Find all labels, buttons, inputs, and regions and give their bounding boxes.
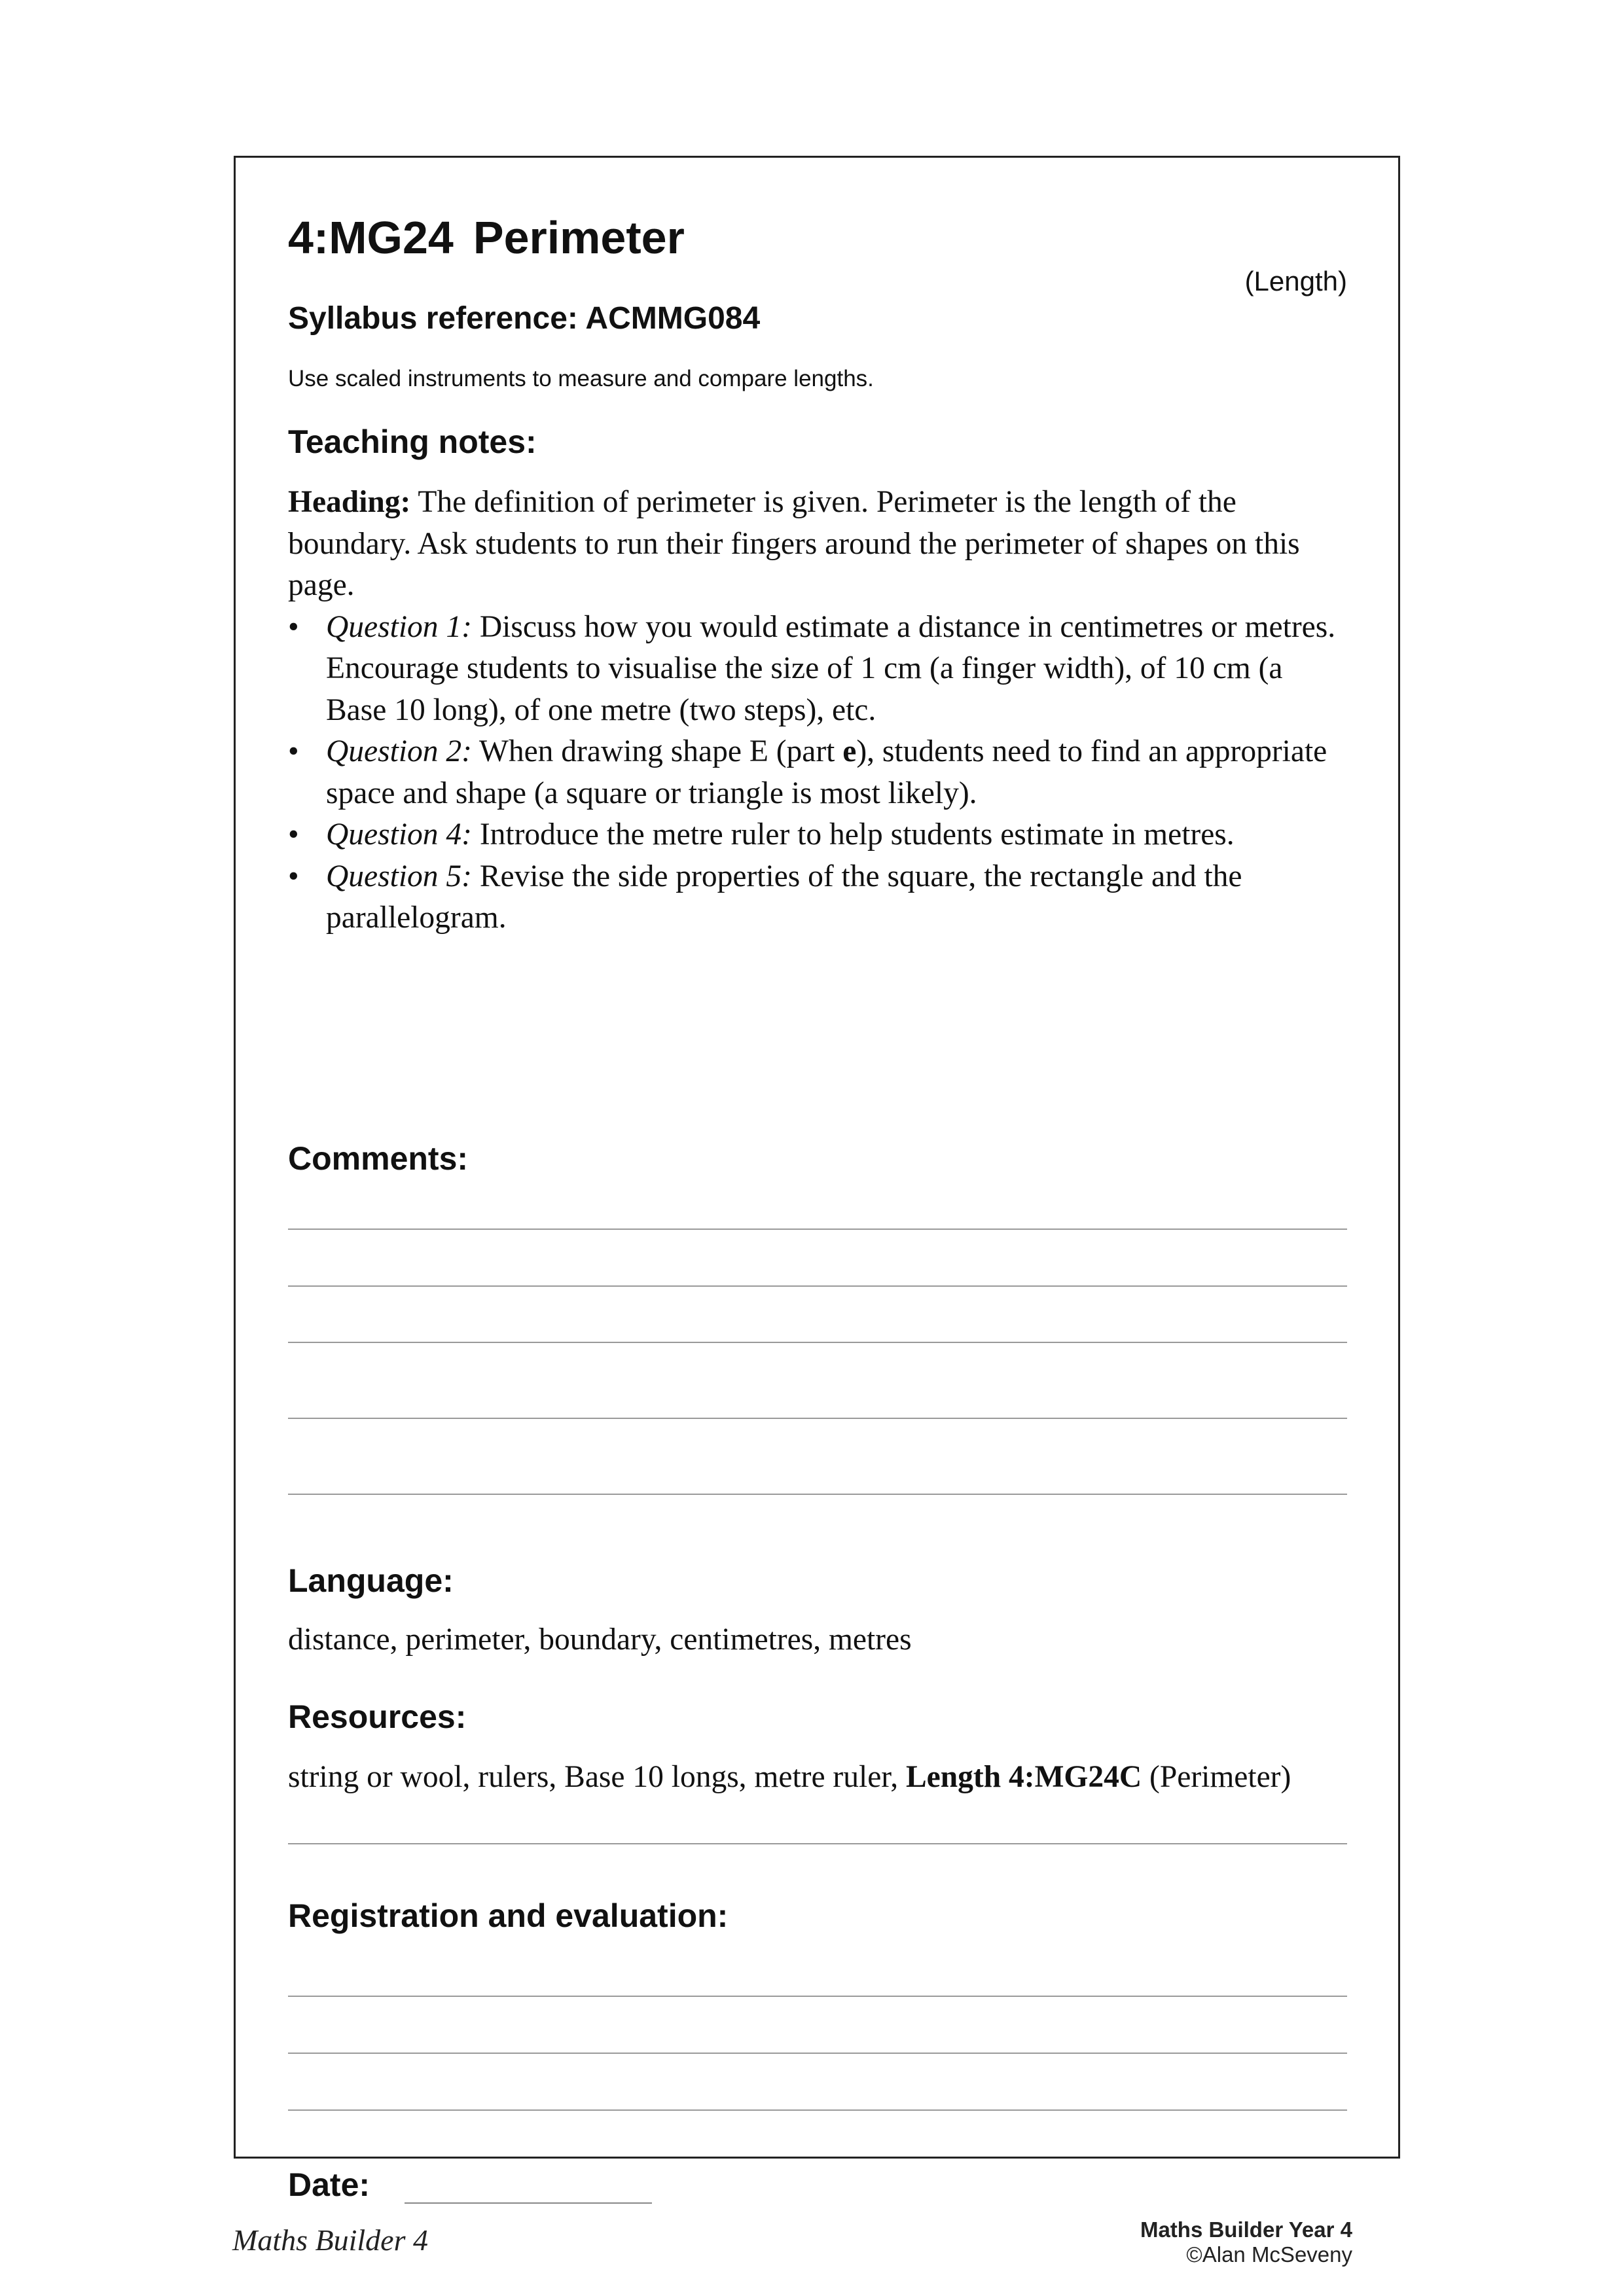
resources-worksheet-ref: Length 4:MG24C xyxy=(905,1760,1142,1794)
teaching-notes-list xyxy=(288,607,1347,939)
lesson-code: 4:MG24 xyxy=(288,212,454,263)
teaching-notes-heading: Teaching notes: xyxy=(288,423,537,460)
list-item xyxy=(288,731,1347,814)
comments-line xyxy=(288,1418,1347,1419)
question-text: Revise the side properties of the square, the rectangle and the parallelogram. xyxy=(326,859,1242,935)
list-item xyxy=(288,856,1347,939)
question-text: Discuss how you would estimate a distance in centimetres or metres. Encourage students to visualise the size of 1 cm (a finger width), of 10 cm (a Base 10 long), of one metre (two steps), etc. xyxy=(326,609,1336,727)
language-text: distance, perimeter, boundary, centimetres, metres xyxy=(288,1623,912,1657)
registration-line xyxy=(288,2053,1347,2054)
date-label: Date: xyxy=(288,2166,370,2203)
teaching-notes-intro xyxy=(288,482,1347,607)
question-label: Question 4: xyxy=(326,817,472,852)
question-text: When drawing shape E (part xyxy=(471,734,843,768)
footer-credit xyxy=(1140,2217,1352,2267)
comments-line xyxy=(288,1494,1347,1495)
registration-line xyxy=(288,2109,1347,2111)
resources-text xyxy=(288,1757,1347,1799)
list-item xyxy=(288,814,1347,856)
bullet-symbol: • xyxy=(288,734,299,768)
teaching-notes-body xyxy=(288,482,1347,939)
intro-label: Heading: xyxy=(288,485,411,519)
footer-book-title: Maths Builder 4 xyxy=(232,2223,428,2257)
registration-heading: Registration and evaluation: xyxy=(288,1897,729,1934)
resources-worksheet-name: (Perimeter) xyxy=(1142,1760,1291,1794)
worksheet-content xyxy=(288,158,1347,2203)
resources-list: string or wool, rulers, Base 10 longs, metre ruler, xyxy=(288,1760,906,1794)
question-label: Question 2: xyxy=(326,734,472,768)
outcome-text: Use scaled instruments to measure and compare lengths. xyxy=(288,366,874,391)
lesson-title: Perimeter xyxy=(473,212,685,263)
question-text-continued: ), students need to find an appropriate space and shape (a square or triangle is most likely). xyxy=(326,734,1327,810)
syllabus-reference: Syllabus reference: ACMMG084 xyxy=(288,301,761,336)
comments-heading: Comments: xyxy=(288,1140,469,1177)
question-text: Introduce the metre ruler to help students estimate in metres. xyxy=(471,817,1235,852)
language-heading: Language: xyxy=(288,1562,454,1599)
bullet-symbol: • xyxy=(288,859,299,893)
page-title xyxy=(288,211,685,264)
footer-series: Maths Builder Year 4 xyxy=(1140,2217,1352,2242)
comments-line xyxy=(288,1229,1347,1230)
strand-tag: (Length) xyxy=(1244,266,1347,296)
comments-line xyxy=(288,1342,1347,1343)
comments-line xyxy=(288,1285,1347,1287)
bullet-symbol: • xyxy=(288,817,299,852)
footer-copyright: ©Alan McSeveny xyxy=(1186,2242,1352,2267)
question-part-label: e xyxy=(842,734,857,768)
question-label: Question 5: xyxy=(326,859,472,893)
registration-line xyxy=(288,1996,1347,1997)
list-item xyxy=(288,607,1347,732)
question-label: Question 1: xyxy=(326,609,472,644)
worksheet-frame xyxy=(234,156,1400,2203)
date-line xyxy=(405,2202,652,2204)
resources-line xyxy=(288,1843,1347,1844)
bullet-symbol: • xyxy=(288,609,299,644)
intro-text: The definition of perimeter is given. Perimeter is the length of the boundary. Ask students to run their fingers around the perimeter of shapes on this page. xyxy=(288,485,1300,602)
resources-heading: Resources: xyxy=(288,1698,467,1735)
